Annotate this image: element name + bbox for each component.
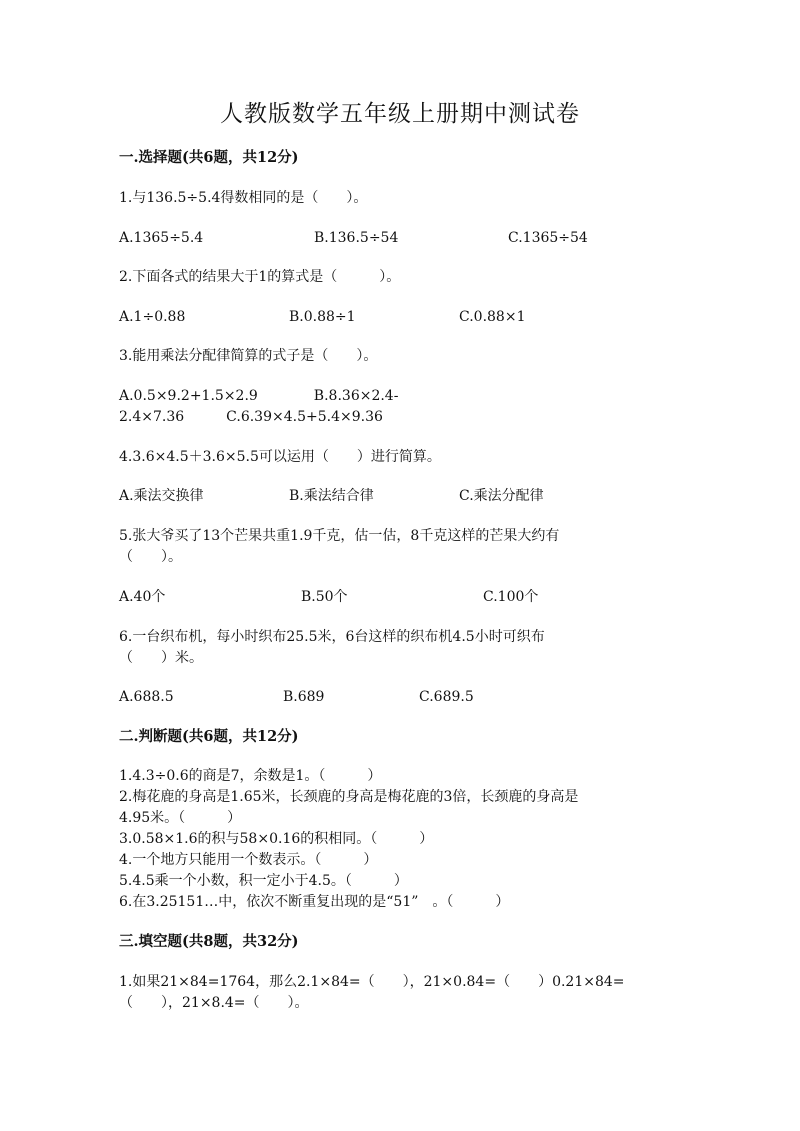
judgement-line-3: 4.95米。（ ）	[119, 810, 242, 826]
option-1-1-b: B.136.5÷54	[314, 230, 399, 246]
question-1-5-line-2: （ ）。	[119, 549, 182, 565]
judgement-line-2: 2.梅花鹿的身高是1.65米，长颈鹿的身高是梅花鹿的3倍，长颈鹿的身高是	[119, 789, 579, 805]
question-1-3: 3.能用乘法分配律简算的式子是（ ）。	[119, 348, 378, 364]
question-1-6-line-1: 6.一台织布机，每小时织布25.5米，6台这样的织布机4.5小时可织布	[119, 629, 545, 645]
fill-blank-line-1: 1.如果21×84=1764，那么2.1×84=（ ），21×0.84=（ ）0.21×84=	[119, 974, 625, 990]
question-1-1: 1.与136.5÷5.4得数相同的是（ ）。	[119, 190, 368, 206]
option-1-1-c: C.1365÷54	[508, 230, 588, 246]
option-1-4-c: C.乘法分配律	[459, 488, 544, 504]
page-title: 人教版数学五年级上册期中测试卷	[220, 101, 580, 127]
judgement-line-1: 1.4.3÷0.6的商是7，余数是1。（ ）	[119, 768, 382, 784]
section-heading-fill-blank: 三.填空题(共8题，共32分)	[119, 933, 299, 950]
option-1-5-c: C.100个	[483, 589, 539, 605]
section-heading-judgement: 二.判断题(共6题，共12分)	[119, 728, 299, 745]
option-1-2-b: B.0.88÷1	[289, 309, 356, 325]
option-1-6-c: C.689.5	[419, 689, 474, 705]
question-1-6-line-2: （ ）米。	[119, 650, 203, 666]
judgement-line-6: 5.4.5乘一个小数，积一定小于4.5。（ ）	[119, 873, 408, 889]
option-1-6-b: B.689	[283, 689, 325, 705]
option-1-4-a: A.乘法交换律	[119, 488, 204, 504]
question-1-5-line-1: 5.张大爷买了13个芒果共重1.9千克，估一估，8千克这样的芒果大约有	[119, 528, 560, 544]
option-1-3-line-1: A.0.5×9.2+1.5×2.9 B.8.36×2.4-	[119, 388, 399, 404]
option-1-5-b: B.50个	[301, 589, 348, 605]
judgement-line-7: 6.在3.25151…中，依次不断重复出现的是“51” 。（ ）	[119, 894, 510, 910]
option-1-6-a: A.688.5	[119, 689, 174, 705]
option-1-3-line-2: 2.4×7.36 C.6.39×4.5+5.4×9.36	[119, 409, 383, 425]
option-1-2-a: A.1÷0.88	[119, 309, 186, 325]
judgement-line-5: 4.一个地方只能用一个数表示。（ ）	[119, 852, 378, 868]
option-1-2-c: C.0.88×1	[459, 309, 526, 325]
option-1-1-a: A.1365÷5.4	[119, 230, 204, 246]
fill-blank-line-2: （ ），21×8.4=（ ）。	[119, 995, 309, 1011]
section-heading-choice: 一.选择题(共6题，共12分)	[119, 149, 299, 166]
judgement-line-4: 3.0.58×1.6的积与58×0.16的积相同。（ ）	[119, 831, 434, 847]
question-1-2: 2.下面各式的结果大于1的算式是（ ）。	[119, 269, 401, 285]
option-1-4-b: B.乘法结合律	[289, 488, 374, 504]
question-1-4: 4.3.6×4.5＋3.6×5.5可以运用（ ）进行简算。	[119, 449, 441, 465]
option-1-5-a: A.40个	[119, 589, 166, 605]
